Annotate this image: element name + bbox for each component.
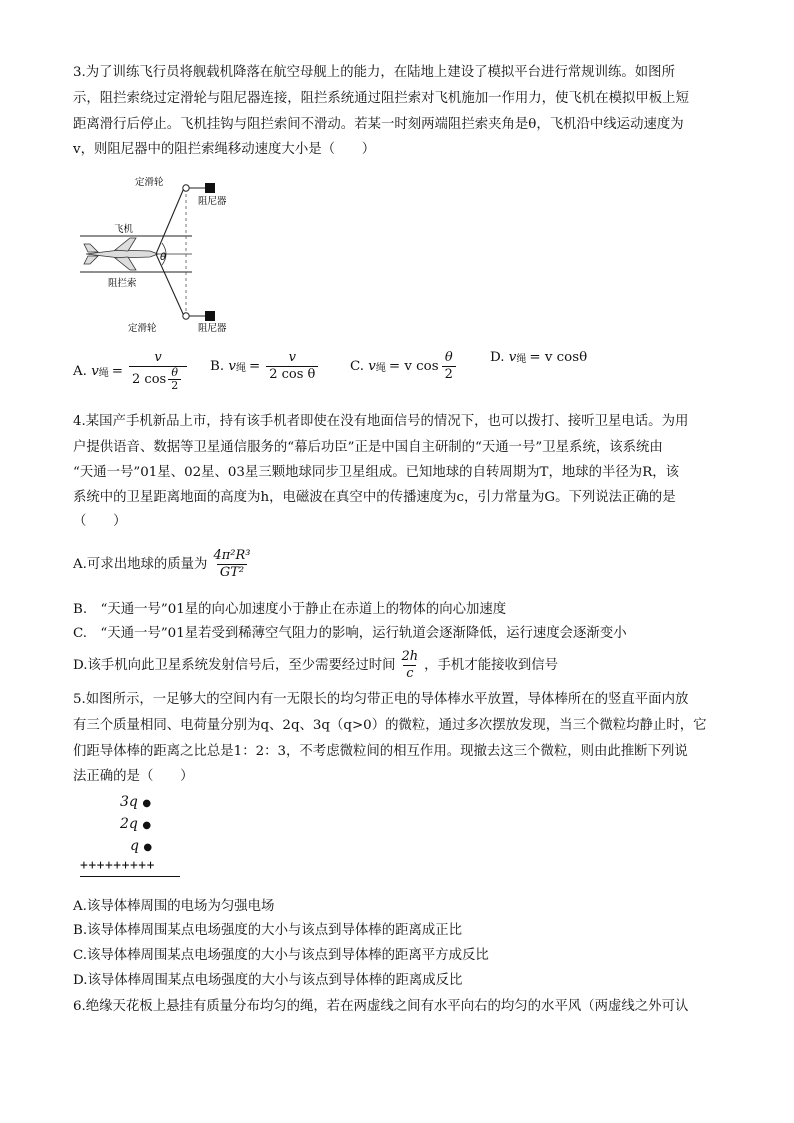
charged-rod: +++++++++ bbox=[80, 858, 155, 873]
charge-2q-row bbox=[120, 816, 151, 832]
q4-stem-line4: 系统中的卫星距离地面的高度为h，电磁波在真空中的传播速度为c，引力常量为G。下列说法正确的是 bbox=[73, 490, 676, 505]
option-a-den-two: 2 bbox=[168, 379, 181, 392]
charge-3q-label: 3q bbox=[120, 794, 138, 810]
q5-option-b: B.该导体棒周围某点电场强度的大小与该点到导体棒的距离成正比 bbox=[73, 923, 463, 938]
q4-option-d-post: ，手机才能接收到信号 bbox=[424, 657, 559, 673]
q4-option-d bbox=[73, 649, 558, 682]
option-c-den: 2 bbox=[442, 366, 456, 383]
charge-2q-label: 2q bbox=[120, 816, 138, 832]
damper-bottom-icon bbox=[205, 311, 215, 321]
option-c-eq: = v cos bbox=[388, 359, 439, 374]
charge-q-row bbox=[130, 838, 152, 854]
option-a-sub: 绳 bbox=[98, 367, 109, 379]
particle-2q-icon: ● bbox=[142, 820, 152, 831]
q4-stem-line1: 4.某国产手机新品上市，持有该手机者即使在没有地面信号的情况下，也可以拨打、接听卫星电话。为用 bbox=[73, 414, 689, 429]
q3-option-a bbox=[73, 350, 190, 392]
charge-3q-row bbox=[120, 794, 151, 810]
label-damper-bottom: 阻尼器 bbox=[198, 323, 227, 334]
q5-charges-figure bbox=[80, 792, 190, 882]
q4-option-d-pre: D.该手机向此卫星系统发射信号后，至少需要经过时间 bbox=[73, 657, 396, 673]
option-d-sub: 绳 bbox=[516, 354, 527, 365]
option-d-lhs: v bbox=[508, 350, 517, 365]
q4-option-d-num: 2h bbox=[401, 649, 419, 664]
q3-stem-line2: 示，阻拦索绕过定滑轮与阻尼器连接，阻拦系统通过阻拦索对飞机施加一作用力，使飞机在模拟甲板上短 bbox=[73, 91, 689, 106]
q4-option-a-text: A.可求出地球的质量为 bbox=[73, 556, 208, 572]
q4-option-a bbox=[73, 548, 256, 581]
option-b-label: B. bbox=[210, 359, 225, 374]
option-c-num: θ bbox=[444, 350, 453, 365]
q4-stem-line5: （ ） bbox=[73, 514, 127, 529]
label-plane: 飞机 bbox=[114, 224, 134, 235]
option-a-fraction bbox=[129, 350, 187, 392]
label-theta: θ bbox=[160, 252, 167, 263]
q3-arresting-cable-figure bbox=[80, 168, 250, 340]
q3-option-c bbox=[350, 350, 459, 383]
option-a-lhs: v bbox=[91, 363, 99, 379]
option-a-label: A. bbox=[73, 363, 87, 379]
q4-stem-line2: 户提供语音、数据等卫星通信服务的“幕后功臣”正是中国自主研制的“天通一号”卫星系统，该系统由 bbox=[73, 440, 663, 455]
particle-q-icon: ● bbox=[143, 842, 153, 853]
damper-top-icon bbox=[205, 183, 215, 193]
option-a-eq: = bbox=[111, 363, 124, 379]
option-c-label: C. bbox=[350, 359, 365, 374]
option-b-lhs: v bbox=[228, 359, 236, 374]
particle-3q-icon: ● bbox=[142, 798, 152, 809]
pulley-top-icon bbox=[183, 185, 189, 191]
option-a-den-theta: θ bbox=[171, 366, 179, 379]
q3-option-b bbox=[210, 350, 321, 383]
q5-option-a: A.该导体棒周围的电场为匀强电场 bbox=[73, 899, 275, 914]
option-b-num: v bbox=[288, 350, 296, 365]
option-b-fraction bbox=[266, 350, 318, 383]
q3-stem-line1: 3.为了训练飞行员将舰载机降落在航空母舰上的能力，在陆地上建设了模拟平台进行常规训练。如图所 bbox=[73, 65, 675, 80]
option-b-sub: 绳 bbox=[235, 363, 246, 374]
option-c-lhs: v bbox=[368, 359, 376, 374]
option-a-num: v bbox=[154, 350, 162, 365]
option-b-den: 2 cos θ bbox=[266, 366, 318, 383]
option-c-sub: 绳 bbox=[375, 363, 386, 374]
q5-stem-line2: 有三个质量相同、电荷量分别为q、2q、3q（q>0）的微粒，通过多次摆放发现，当三个微粒均静止时，它 bbox=[73, 718, 707, 733]
q3-stem-line3: 距离滑行后停止。飞机挂钩与阻拦索间不滑动。若某一时刻两端阻拦索夹角是θ，飞机沿中线运动速度为 bbox=[73, 117, 684, 132]
label-damper-top: 阻尼器 bbox=[198, 196, 227, 207]
q4-option-a-den: GT² bbox=[217, 564, 247, 581]
q3-option-d bbox=[490, 350, 587, 365]
q4-option-c: C. “天通一号”01星若受到稀薄空气阻力的影响，运行轨道会逐渐降低，运行速度会逐渐变小 bbox=[73, 626, 627, 641]
option-a-den bbox=[129, 366, 187, 392]
cable-lower bbox=[156, 254, 184, 316]
q4-option-d-fraction bbox=[399, 649, 422, 682]
option-b-eq: = bbox=[248, 359, 261, 374]
q5-option-c: C.该导体棒周围某点电场强度的大小与该点到导体棒的距离平方成反比 bbox=[73, 948, 489, 963]
q4-option-b: B. “天通一号”01星的向心加速度小于静止在赤道上的物体的向心加速度 bbox=[73, 602, 507, 617]
aircraft-icon bbox=[84, 238, 158, 270]
q5-stem-line3: 们距导体棒的距离之比总是1：2：3，不考虑微粒间的相互作用。现撤去这三个微粒，则由此推断下列说 bbox=[73, 744, 688, 759]
charged-rod-line bbox=[80, 876, 180, 877]
q3-stem-line4: v，则阻尼器中的阻拦索绳移动速度大小是（ ） bbox=[73, 142, 376, 157]
q5-stem-line1: 5.如图所示，一足够大的空间内有一无限长的均匀带正电的导体棒水平放置，导体棒所在的竖直平面内放 bbox=[73, 692, 689, 707]
q4-option-a-num: 4π²R³ bbox=[213, 548, 251, 563]
cable-upper bbox=[156, 188, 184, 254]
charge-q-label: q bbox=[130, 838, 139, 854]
q4-option-a-fraction bbox=[210, 548, 253, 581]
q5-option-d: D.该导体棒周围某点电场强度的大小与该点到导体棒的距离成反比 bbox=[73, 973, 463, 988]
q4-stem-line3: “天通一号”01星、02星、03星三颗地球同步卫星组成。已知地球的自转周期为T，地球的半径为R，该 bbox=[73, 465, 680, 480]
label-pulley-bottom: 定滑轮 bbox=[128, 323, 157, 334]
q4-option-d-den: c bbox=[403, 665, 416, 682]
label-pulley-top: 定滑轮 bbox=[135, 177, 164, 188]
q5-stem-line4: 法正确的是（ ） bbox=[73, 769, 194, 784]
option-a-den-pre: 2 cos bbox=[132, 371, 167, 387]
option-c-fraction bbox=[442, 350, 456, 383]
option-a-den-frac bbox=[168, 367, 181, 392]
q6-stem-line1: 6.绝缘天花板上悬挂有质量分布均匀的绳，若在两虚线之间有水平向右的均匀的水平风（两虚线之外可认 bbox=[73, 999, 689, 1014]
option-d-rhs: = v cosθ bbox=[529, 350, 588, 365]
label-cable: 阻拦索 bbox=[108, 278, 137, 289]
pulley-bottom-icon bbox=[183, 313, 189, 319]
option-d-label: D. bbox=[490, 350, 505, 365]
